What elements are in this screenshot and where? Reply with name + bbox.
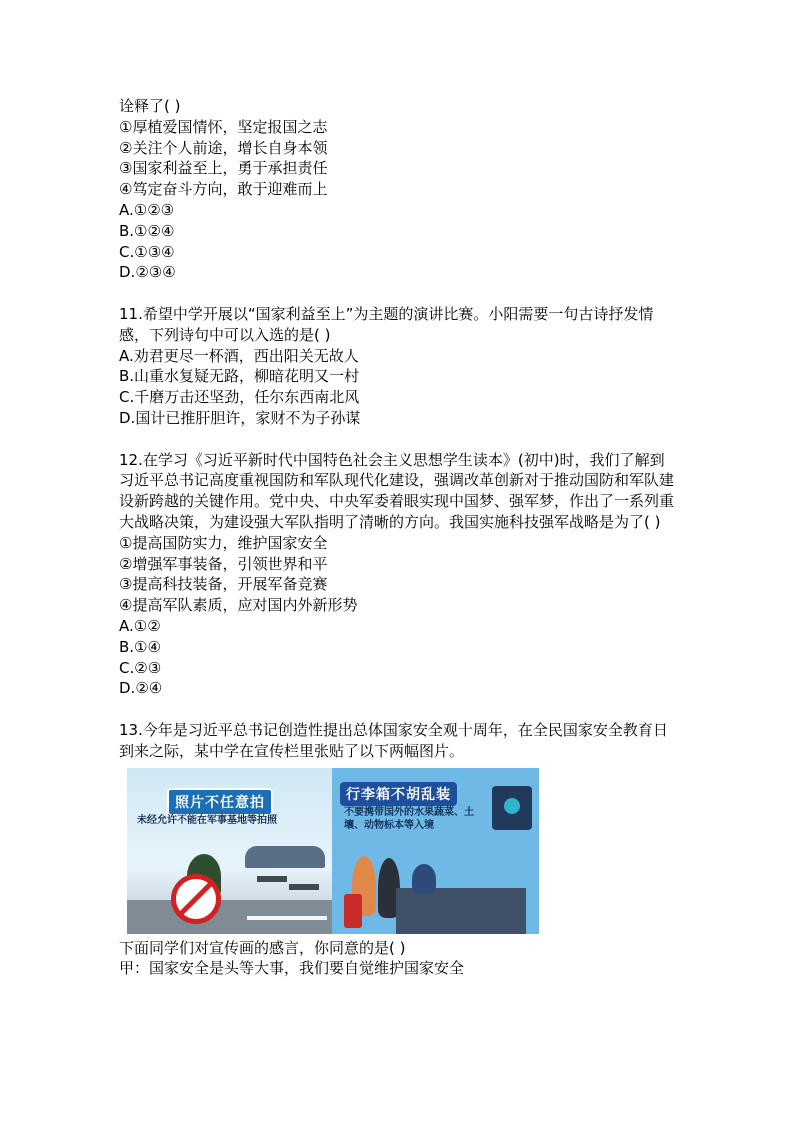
plane-shape [257,876,287,882]
runway-line [247,916,327,920]
poster-right-title: 行李箱不胡乱装 [340,782,457,806]
luggage-poster-panel [332,768,539,934]
poster-left-title: 照片不任意拍 [167,788,273,816]
answer-option-b: B.山重水复疑无路，柳暗花明又一村 [119,367,360,386]
answer-option-c: C.千磨万击还坚劲，任尔东西南北风 [119,388,360,407]
answer-option-c: C.②③ [119,658,162,677]
answer-option-d: D.国计已推肝胆许，家财不为子孙谋 [119,408,361,427]
question-13 [119,720,679,979]
statement-item: ②增强军事装备，引领世界和平 [119,554,328,573]
board-indicator [504,798,520,814]
statement-item: ①厚植爱国情怀，坚定报国之志 [119,117,328,136]
officer-figure [412,864,436,894]
question-12 [119,450,679,700]
answer-option-c: C.①③④ [119,242,175,261]
statement-item: ②关注个人前途，增长自身本领 [119,138,328,157]
question-stem: 13.今年是习近平总书记创造性提出总体国家安全观十周年，在全民国家安全教育日到来之际，某中学在宣传栏里张贴了以下两幅图片。 [119,720,668,760]
departure-board [492,786,532,830]
answer-option-d: D.②③④ [119,263,176,282]
security-posters-image [127,768,539,934]
answer-option-b: B.①②④ [119,221,175,240]
statement-item: ④笃定奋斗方向，敢于迎难而上 [119,180,328,199]
plane-shape [289,884,319,890]
question-stem: 12.在学习《习近平新时代中国特色社会主义思想学生读本》(初中)时，我们了解到习近平总书记高度重视国防和军队现代化建设，强调改革创新对于推动国防和军队建设新跨越的关键作用。党中央、中央军委着眼实现中国梦、强军梦，作出了一系列重大战略决策，为建设强大军队指明了清晰的方向。我国实施科技强军战略是为了( ) [119,450,675,531]
no-camera-icon [171,874,221,924]
poster-left-subtitle: 未经允许不能在军事基地等拍照 [137,814,277,826]
airport-building [245,846,325,868]
student-comment: 甲：国家安全是头等大事，我们要自觉维护国家安全 [119,959,465,978]
answer-option-a: A.劝君更尽一杯酒，西出阳关无故人 [119,346,359,365]
answer-option-b: B.①④ [119,637,161,656]
question-11 [119,304,679,429]
question-stem: 11.希望中学开展以“国家利益至上”为主题的演讲比赛。小阳需要一句古诗抒发情感，下列诗句中可以入选的是( ) [119,304,654,344]
answer-option-a: A.①② [119,616,161,635]
statement-item: ③国家利益至上，勇于承担责任 [119,159,328,178]
statement-item: ①提高国防实力，维护国家安全 [119,533,328,552]
exam-page [119,96,679,979]
suitcase-icon [344,894,362,928]
answer-option-a: A.①②③ [119,200,175,219]
photo-poster-panel [127,768,332,934]
answer-option-d: D.②④ [119,679,163,698]
statement-item: ③提高科技装备，开展军备竞赛 [119,575,328,594]
inspection-counter [396,888,526,934]
question-10-tail [119,96,679,283]
poster-right-subtitle: 不要携带国外的水果蔬菜、土壤、动物标本等入境 [344,806,474,831]
question-stem-end: 诠释了( ) [119,97,181,115]
question-prompt: 下面同学们对宣传画的感言，你同意的是( ) [119,938,406,957]
statement-item: ④提高军队素质，应对国内外新形势 [119,596,358,615]
